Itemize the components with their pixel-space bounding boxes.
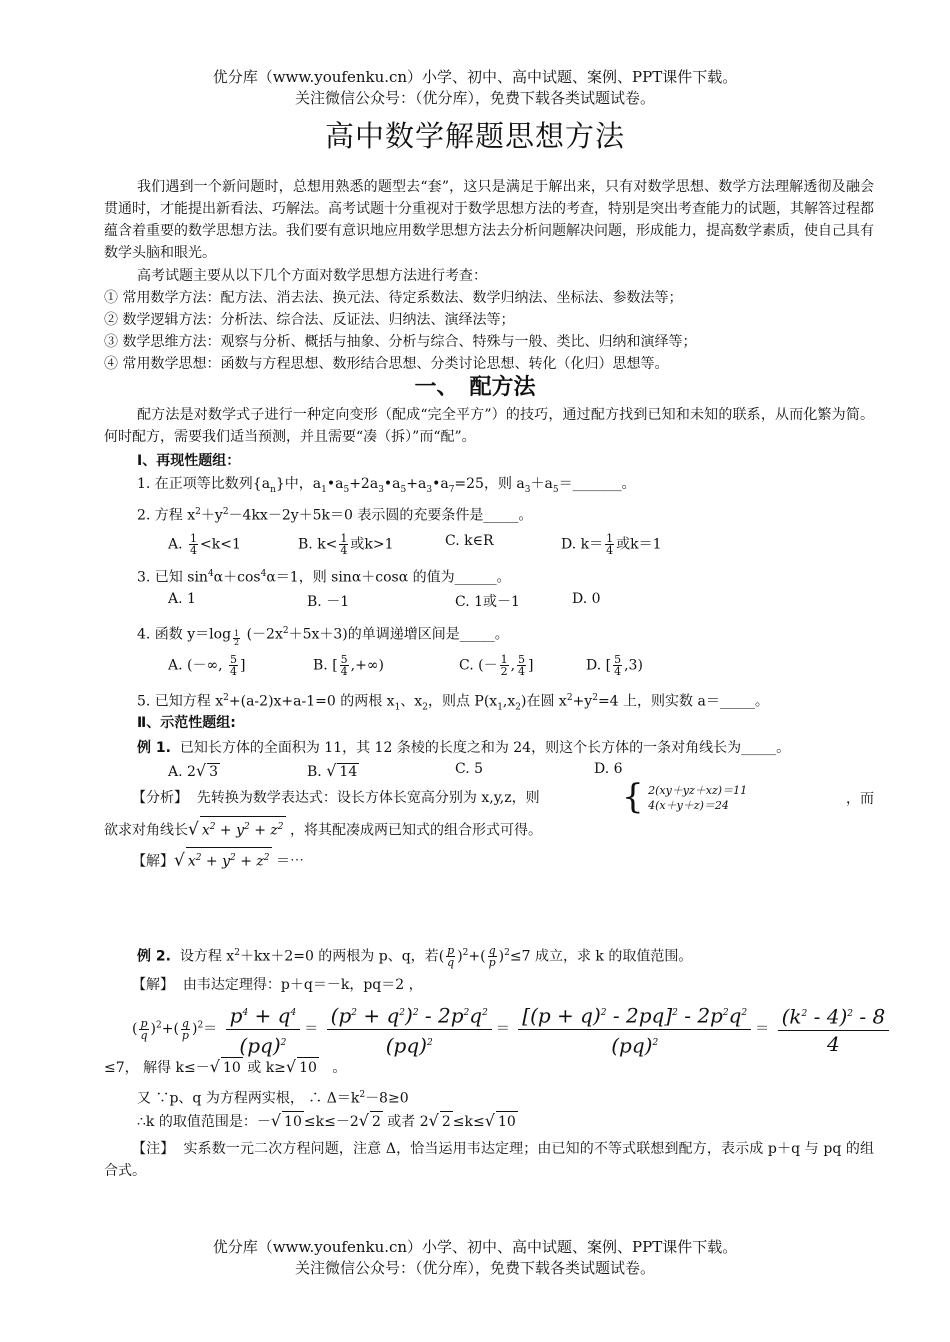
ex2-range: ∴k 的取值范围是：－√ 10 ≤k≤－2√ 2 或者 2√ 2 ≤k≤√ 10 (137, 1111, 516, 1130)
q3-option-d: D. 0 (572, 591, 601, 607)
q4-option-b: B. [ $\frac{5}{4}$ ,+∞) (313, 653, 384, 678)
ex2-solution: 【解】 由韦达定理得：p＋q＝－k，pq＝2 ， (132, 977, 423, 993)
question-2: 2. 方程 $x^2+y^2-4kx-2y+5k=0$ 表示圆的充要条件是_____。 (137, 507, 533, 524)
q2-option-a: A. $\frac{1}{4}$ <k<1 (168, 532, 241, 557)
method-item-3: ③ 数学思维方法：观察与分析、概括与抽象、分析与综合、特殊与一般、类比、归纳和演绎等； (104, 334, 697, 350)
section-title: 一、 配方法 (414, 375, 536, 400)
q4-option-d: D. [ $\frac{5}{4}$ ,3) (586, 653, 643, 678)
ex1-option-c: C. 5 (455, 761, 484, 777)
ex1-option-b: B. √ 14 (307, 761, 358, 780)
page-title: 高中数学解题思想方法 (324, 119, 625, 153)
footer-line-1: 优分库（www.youfenku.cn）小学、初中、高中试题、案例、PPT课件下载。 (212, 1238, 738, 1256)
footer-line-2: 关注微信公众号：（优分库），免费下载各类试题试卷。 (294, 1259, 655, 1277)
question-3: 3. 已知 $\sin^4\alpha+\cos^4\alpha=1$，则 sinα＋cosα 的值为______。 (137, 569, 511, 586)
q2-option-d: D. k＝ $\frac{1}{4}$ 或k＝1 (561, 532, 662, 557)
q3-option-a: A. 1 (168, 591, 196, 607)
ex1-option-d: D. 6 (594, 761, 623, 777)
ex1-solution: 【解】√ $x^2 + y^2 + z^2$ ＝⋯ (132, 847, 902, 872)
ex1-analysis-end: ，而 (846, 791, 874, 807)
q3-option-c: C. 1或－1 (455, 594, 520, 610)
q3-option-b: B. －1 (307, 594, 350, 610)
ex1-analysis-2: 欲求对角线长√ $x^2 + y^2 + z^2$ ，将其配凑成两已知式的组合形式可得。 (104, 816, 874, 841)
ex2-discriminant: 又 ∵p、q 为方程两实根， ∴ $\Delta=k^2-8\ge 0$ (137, 1090, 409, 1107)
q4-option-a: A. (－∞, $\frac{5}{4}$ ] (168, 653, 246, 678)
ex2-formula: ( $\frac{p}{q}$ )$^2$+( $\frac{q}{p}$ )$^2$＝ $\frac{p^4 + q^4}{(pq)^2}$ ＝ $\frac{(p^2 + q^2)^2 - 2p^2q^2}{(pq)^2}$ ＝ $\frac{[(p + q)^2 - 2pq]^2 - 2p^2q^2}{(pq)^2}$ ＝ $\frac{(k^2 - 4)^2 - 8}{4}$ (132, 1000, 893, 1058)
group-heading-2: Ⅱ、示范性题组: (137, 715, 236, 731)
question-4: 4. 函数 y＝log $\frac{1}{2}$ $(-2x^2+5x+3)$的单调递增区间是_____。 (137, 626, 509, 647)
header-line-1: 优分库（www.youfenku.cn）小学、初中、高中试题、案例、PPT课件下载。 (212, 68, 738, 86)
group-heading-1: Ⅰ、再现性题组： (137, 453, 241, 469)
ex2-note: 【注】 实系数一元二次方程问题，注意 Δ，恰当运用韦达定理；由已知的不等式联想到配方，表示成 p＋q 与 pq 的组合式。 (104, 1141, 874, 1179)
q2-option-b: B. k< $\frac{1}{4}$ 或k>1 (298, 532, 394, 557)
ex1-option-a: A. 2√ 3 (168, 761, 219, 780)
equation-system: { 2(xy＋yz＋xz)＝11 4(x＋y＋z)＝24 (622, 777, 748, 817)
q2-option-c: C. k∈R (445, 533, 494, 549)
intro-paragraph-2: 高考试题主要从以下几个方面对数学思想方法进行考查： (137, 268, 487, 284)
ex1-analysis: 【分析】 先转换为数学表达式：设长方体长宽高分别为 x,y,z，则 (132, 790, 540, 806)
method-item-2: ② 数学逻辑方法：分析法、综合法、反证法、归纳法、演绎法等； (104, 312, 515, 328)
method-item-4: ④ 常用数学思想：函数与方程思想、数形结合思想、分类讨论思想、转化（化归）思想等。 (104, 356, 669, 372)
header-line-2: 关注微信公众号：（优分库），免费下载各类试题试卷。 (294, 89, 655, 107)
method-item-1: ① 常用数学方法：配方法、消去法、换元法、待定系数法、数学归纳法、坐标法、参数法等； (104, 290, 683, 306)
question-5: 5. 已知方程 $x^2+(a-2)x+a-1=0$ 的两根 $x_1$、$x_2$，则点 $P(x_1,x_2)$在圆 $x^2+y^2=4$ 上，则实数 a＝_____。 (137, 693, 769, 713)
example-1: 例 1. 已知长方体的全面积为 11，其 12 条棱的长度之和为 24，则这个长方体的一条对角线长为_____。 (137, 740, 791, 756)
section-paragraph: 配方法是对数学式子进行一种定向变形（配成“完全平方”）的技巧，通过配方找到已知和未知的联系，从而化繁为简。何时配方，需要我们适当预测，并且需要“凑（拆）”而“配”。 (104, 407, 874, 445)
intro-paragraph: 我们遇到一个新问题时，总想用熟悉的题型去“套”，这只是满足于解出来，只有对数学思想、数学方法理解透彻及融会贯通时，才能提出新看法、巧解法。高考试题十分重视对于数学思想方法的考查，特别是突出考查能力的试题，其解答过程都蕴含着重要的数学思想方法。我们要有意识地应用数学思想方法去分析问题解决问题，形成能力，提高数学素质，使自己具有数学头脑和眼光。 (104, 179, 874, 261)
example-2: 例 2. 设方程 $x^2+kx+2=0$ 的两根为 p、q，若( $\frac{p}{q}$ )$^2$+( $\frac{q}{p}$ )$^2$≤7 成立，求 k 的取值范围。 (137, 944, 693, 970)
question-1: 1. 在正项等比数列$\{a_n\}$中，$a_1•a_5+2a_3•a_5+a_3•a_7=25$，则 $a_3+a_5=\_\_\_\_\_\_\_$。 (137, 476, 636, 495)
q4-option-c: C. (－ $\frac{1}{2}$ , $\frac{5}{4}$ ] (459, 653, 534, 678)
ex2-inequality: ≤7， 解得 k≤－√ 10 或 k≥√ 10 。 (104, 1057, 347, 1076)
